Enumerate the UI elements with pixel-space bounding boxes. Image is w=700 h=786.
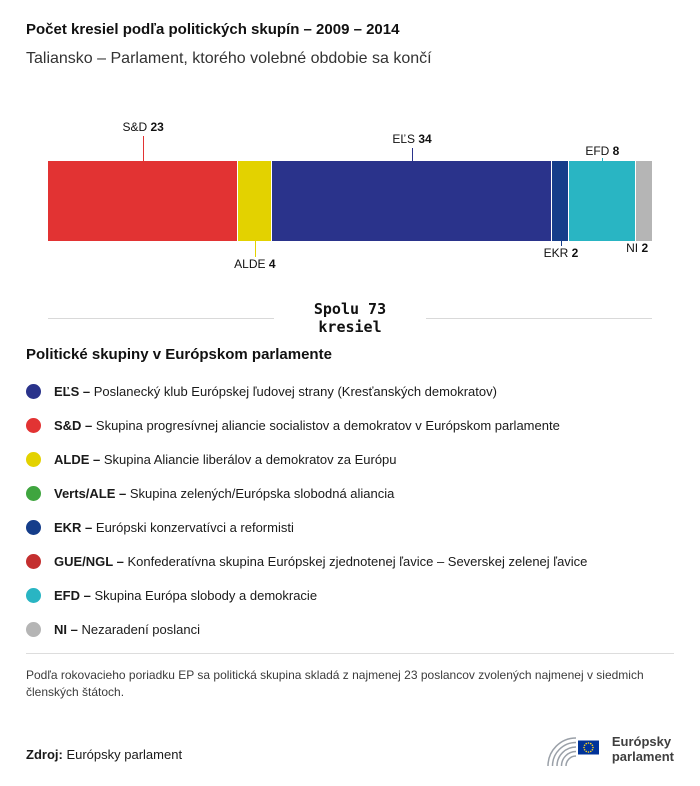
legend-item-els [26,381,674,401]
source-text: Európsky parlament [66,747,183,762]
ep-logo-line2: parlament [611,749,674,764]
bottom-row [26,730,674,768]
total-seats-label [290,300,410,336]
bar-label-6: NI 2 [626,241,649,255]
callout-line-1 [143,136,144,161]
total-row [48,300,652,336]
total-line2: kresiel [318,318,382,336]
source-line [26,747,182,768]
bar-label-3: EĽS 34 [392,132,432,146]
legend-dot-ni [26,622,41,637]
total-rule-right [426,318,652,319]
legend-label-gue-ngl: GUE/NGL – Konfederatívna skupina Európskej zjednotenej ľavice – Severskej zelenej ľavice [54,553,588,569]
bar-segment-2 [237,161,271,241]
source-label: Zdroj: [26,747,63,762]
bar-label-1: S&D 23 [122,120,164,134]
total-rule-left [48,318,274,319]
legend-item-gue-ngl [26,551,674,571]
legend-dot-els [26,384,41,399]
bar-segment-5 [568,161,635,241]
callout-line-4 [561,241,562,246]
total-line1: Spolu 73 [313,300,387,318]
legend-item-ni [26,619,674,639]
footnote-section [26,653,674,701]
legend-heading: Politické skupiny v Európskom parlamente [26,346,332,363]
legend-item-efd [26,585,674,605]
ep-hemicycle-flag-icon [542,730,604,768]
legend-list [26,381,674,639]
legend-dot-ekr [26,520,41,535]
callout-line-3 [412,148,413,161]
page-title: Počet kresiel podľa politických skupín – 2009 – 2014 [26,21,400,38]
legend-item-alde [26,449,674,469]
ep-logo-text [612,734,674,764]
bar-segment-6 [635,161,652,241]
legend-item-sd [26,415,674,435]
legend-dot-efd [26,588,41,603]
legend-item-ekr [26,517,674,537]
legend-label-alde: ALDE – Skupina Aliancie liberálov a demokratov za Európu [54,451,397,467]
legend-dot-verts-ale [26,486,41,501]
legend-item-verts-ale [26,483,674,503]
legend-label-ni: NI – Nezaradení poslanci [54,621,200,637]
legend-label-els: EĽS – Poslanecký klub Európskej ľudovej strany (Kresťanských demokratov) [54,383,497,399]
legend-label-sd: S&D – Skupina progresívnej aliancie socialistov a demokratov v Európskom parlamente [54,417,560,433]
stacked-bar [48,161,652,241]
bar-segment-3 [271,161,551,241]
legend-label-verts-ale: Verts/ALE – Skupina zelených/Európska slobodná aliancia [54,485,395,501]
bar-label-2: ALDE 4 [234,257,276,271]
legend-dot-alde [26,452,41,467]
bar-segment-1 [48,161,237,241]
legend-dot-gue-ngl [26,554,41,569]
bar-segment-4 [551,161,568,241]
legend-label-efd: EFD – Skupina Európa slobody a demokracie [54,587,318,603]
bar-label-5: EFD 8 [585,144,620,158]
page-subtitle: Taliansko – Parlament, ktorého volebné obdobie sa končí [26,50,432,67]
header [0,0,700,70]
bar-label-4: EKR 2 [543,246,579,260]
callout-line-2 [255,241,256,257]
seats-chart [48,116,652,274]
ep-logo [542,730,674,768]
footnote-text: Podľa rokovacieho poriadku EP sa politická skupina skladá z najmenej 23 poslancov zvolených najmenej v siedmich členských štátoch. [26,668,644,699]
legend-label-ekr: EKR – Európski konzervatívci a reformisti [54,519,294,535]
legend [0,336,700,639]
ep-logo-line1: Európsky [611,734,672,749]
legend-dot-sd [26,418,41,433]
